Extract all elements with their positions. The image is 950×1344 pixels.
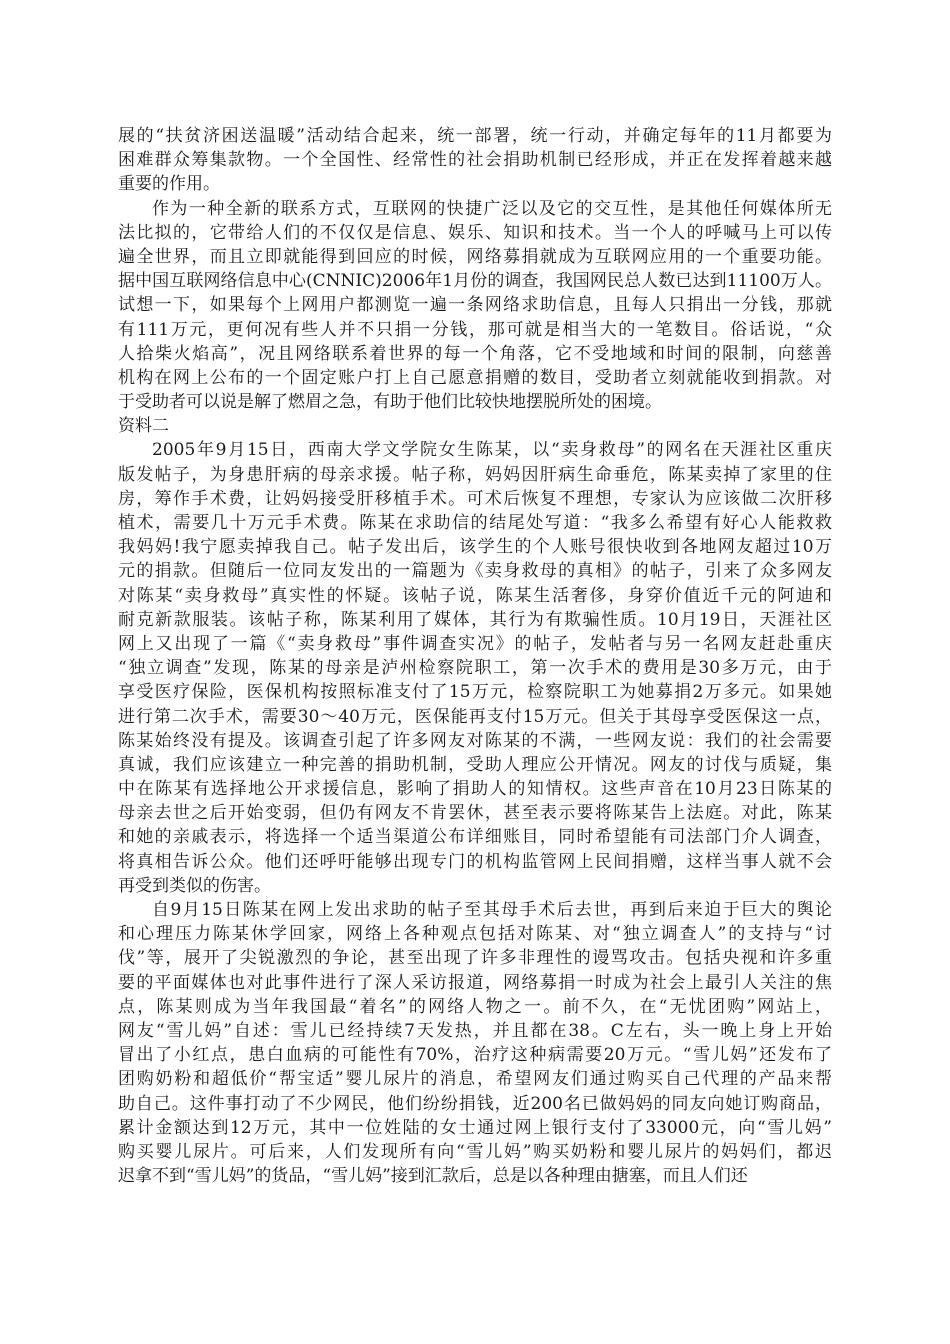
text-line: 机构在网上公布的一个固定账户打上自己愿意捐赠的数目，受助者立刻就能收到捐款。对 [118, 367, 832, 388]
paragraph-p3 [118, 438, 832, 898]
text-line: 和心理压力陈某休学回家，网络上各种观点包括对陈某、对“独立调查人”的支持与“讨 [118, 924, 832, 945]
text-line: 对陈某“卖身救母”真实性的怀疑。该帖子说，陈某生活奢侈，身穿价值近千元的阿迪和 [118, 585, 832, 606]
text-line: 植术，需要几十万元手术费。陈某在求助信的结尾处写道：“我多么希望有好心人能救救 [118, 513, 832, 533]
text-line: 版发帖子，为身患肝病的母亲求援。帖子称，妈妈因肝病生命垂危，陈某卖掉了家里的住 [118, 464, 832, 485]
text-line: 迟拿不到“雪儿妈”的货品，“雪儿妈”接到汇款后，总是以各种理由搪塞，而且人们还 [118, 1166, 748, 1187]
text-line: 试想一下，如果每个上网用户都测览一遍一条网络求助信息，且每人只捐出一分钱，那就 [118, 295, 832, 316]
paragraph-p4 [118, 898, 832, 1188]
paragraph-p2 [118, 197, 832, 415]
section-heading-h1 [118, 414, 832, 438]
paragraph-p1 [118, 124, 832, 197]
text-line: 中在陈某有选择地公开求援信息，影响了捐助人的知情权。这些声音在10月23日陈某的 [118, 779, 832, 800]
text-line: 法比拟的，它带给人们的不仅仅是信息、娱乐、知识和技术。当一个人的呼喊马上可以传 [118, 222, 832, 243]
text-line: 真诚，我们应该建立一种完善的捐助机制，受助人理应公开情况。网友的讨伐与质疑，集 [118, 754, 832, 775]
text-line: 困难群众筹集款物。一个全国性、经常性的社会捐助机制已经形成，并正在发挥着越来越 [118, 150, 832, 171]
text-line: 网上又出现了一篇《“卖身救母”事件调查实况》的帖子，发帖者与另一名网友赶赴重庆 [118, 633, 832, 654]
text-line: 资料二 [118, 416, 169, 437]
text-line: 房，筹作手术费，让妈妈接受肝移植手术。可术后恢复不理想，专家认为应该做二次肝移 [118, 488, 832, 509]
text-line: 伐”等，展开了尖锐激烈的争论，甚至出现了许多非理性的谩骂攻击。包括央视和许多重 [118, 948, 832, 969]
text-line: 冒出了小红点，患白血病的可能性有70%，治疗这种病需要20万元。“雪儿妈”还发布了 [118, 1045, 832, 1066]
text-line: 网友“雪儿妈”自述：雪儿已经持续7天发热，并且都在38。C左右，头一晚上身上开始 [118, 1020, 832, 1041]
text-line: 耐克新款服装。该帖子称，陈某利用了媒体，其行为有欺骗性质。10月19日，天涯社区 [118, 609, 832, 630]
text-line: 助自己。这件事打动了不少网民，他们纷纷捐钱，近200名已做妈妈的同友向她订购商品， [118, 1093, 832, 1114]
text-line: “独立调查”发现，陈某的母亲是泸州检察院职工，第一次手术的费用是30多万元，由于 [118, 658, 832, 679]
text-line: 累计金额达到12万元，其中一位姓陆的女士通过网上银行支付了33000元，向“雪儿妈” [118, 1117, 832, 1138]
text-line: 重要的作用。 [118, 174, 220, 195]
document-body [118, 124, 832, 1188]
text-line: 展的“扶贫济困送温暖”活动结合起来，统一部署，统一行动，并确定每年的11月都要为 [118, 126, 832, 146]
text-line: 据中国互联网络信息中心(CNNIC)2006年1月份的调查，我国网民总人数已达到11100万人。 [118, 271, 832, 292]
text-line: 于受助者可以说是解了燃眉之急，有助于他们比较快地摆脱所处的困境。 [118, 392, 662, 413]
text-line: 和她的亲戚表示，将选择一个适当渠道公布详细账目，同时希望能有司法部门介人调查， [118, 827, 832, 848]
text-line: 享受医疗保险，医保机构按照标准支付了15万元，检察院职工为她募捐2万多元。如果她 [118, 682, 832, 703]
text-line: 遍全世界，而且立即就能得到回应的时候，网络募捐就成为互联网应用的一个重要功能。 [118, 246, 832, 267]
text-line: 人拾柴火焰高”，况且网络联系着世界的每一个角落，它不受地域和时间的限制，向慈善 [118, 343, 832, 364]
text-line: 要的平面媒体也对此事件进行了深人采访报道，网络募捐一时成为社会上最引人关注的焦 [118, 972, 832, 993]
text-line: 团购奶粉和超低价“帮宝适”婴儿尿片的消息，希望网友们通过购买自己代理的产品来帮 [118, 1069, 832, 1090]
text-line: 进行第二次手术，需要30～40万元，医保能再支付15万元。但关于其母享受医保这一点， [118, 706, 832, 727]
text-line: 2005年9月15日，西南大学文学院女生陈某，以“卖身救母”的网名在天涯社区重庆 [152, 440, 832, 461]
text-line: 陈某始终没有提及。该调查引起了许多网友对陈某的不满，一些网友说：我们的社会需要 [118, 730, 832, 751]
text-line: 有111万元，更何况有些人并不只捐一分钱，那可就是相当大的一笔数目。俗话说，“众 [118, 319, 832, 340]
text-line: 再受到类似的伤害。 [118, 875, 271, 896]
text-line: 母亲去世之后开始变弱，但仍有网友不肯罢休，甚至表示要将陈某告上法庭。对此，陈某 [118, 803, 832, 824]
text-line: 作为一种全新的联系方式，互联网的快捷广泛以及它的交互性，是其他任何媒体所无 [152, 198, 832, 219]
text-line: 将真相告诉公众。他们还呼吁能够出现专门的机构监管网上民间捐赠，这样当事人就不会 [118, 851, 832, 872]
text-line: 购买婴儿尿片。可后来，人们发现所有向“雪儿妈”购买奶粉和婴儿尿片的妈妈们，都迟 [118, 1141, 832, 1162]
text-line: 点，陈某则成为当年我国最“着名”的网络人物之一。前不久，在“无忧团购”网站上， [118, 996, 832, 1017]
text-line: 元的捐款。但随后一位同友发出的一篇题为《卖身救母的真相》的帖子，引来了众多网友 [118, 561, 832, 582]
text-line: 我妈妈!我宁愿卖掉我自己。帖子发出后，该学生的个人账号很快收到各地网友超过10万 [118, 537, 832, 558]
text-line: 自9月15日陈某在网上发出求助的帖子至其母手术后去世，再到后来迫于巨大的舆论 [152, 900, 832, 920]
